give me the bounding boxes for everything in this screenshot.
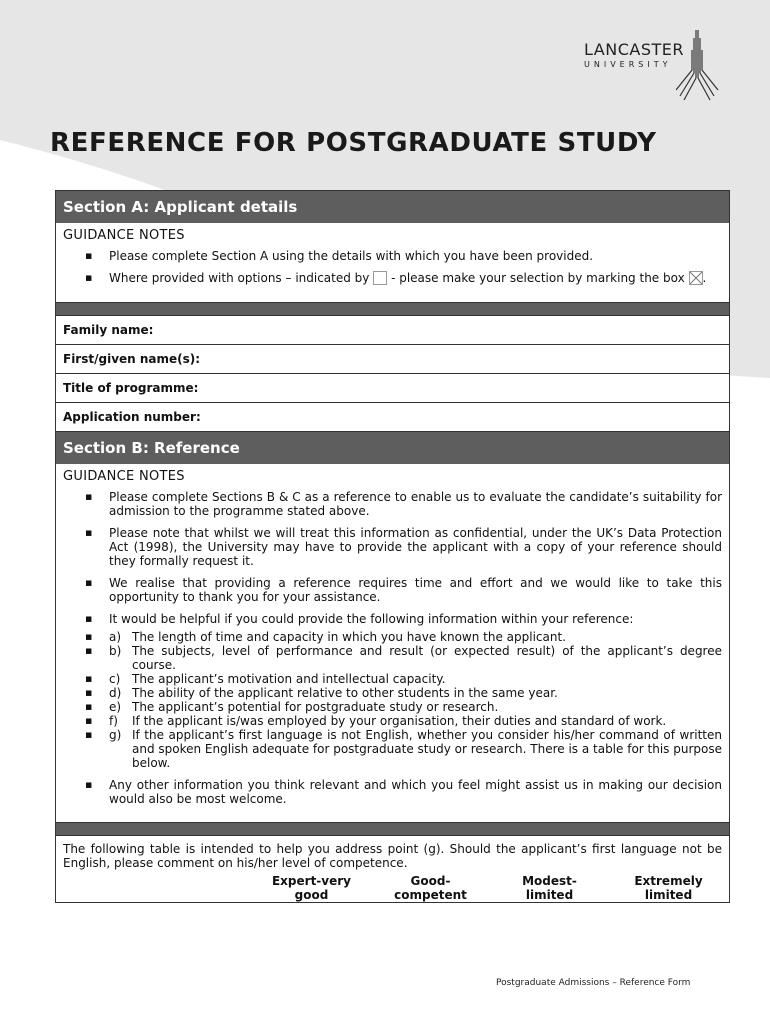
- sub-item: ▪ e) The applicant’s potential for postgraduate study or research.: [109, 700, 722, 714]
- section-a-heading: Section A: Applicant details: [56, 191, 729, 223]
- application-number-field[interactable]: Application number:: [56, 402, 729, 431]
- guidance-bullet: ▪ Where provided with options – indicated by - please make your selection by marking the box .: [109, 271, 722, 286]
- guidance-bullet: ▪ Any other information you think relevant and which you feel might assist us in making our decision would also be most welcome.: [109, 778, 722, 806]
- programme-field[interactable]: Title of programme:: [56, 373, 729, 402]
- family-name-field[interactable]: Family name:: [56, 315, 729, 344]
- logo-mark-icon: [676, 28, 720, 103]
- sub-item: ▪ g) If the applicant’s first language is not English, whether you consider his/her command of written and spoken English adequate for postgraduate study or research. There is a table for this purpose below.: [109, 728, 722, 770]
- sub-item: ▪ c) The applicant’s motivation and intellectual capacity.: [109, 672, 722, 686]
- university-logo: [580, 28, 720, 103]
- language-intro: The following table is intended to help you address point (g). Should the applicant’s first language not be English, please comment on his/her level of competence.: [56, 835, 729, 870]
- reference-form: [55, 190, 730, 903]
- col-extremely: Extremely limited: [634, 873, 703, 902]
- sub-item: ▪ a) The length of time and capacity in which you have known the applicant.: [109, 630, 722, 644]
- page-title: REFERENCE FOR POSTGRADUATE STUDY: [50, 128, 657, 158]
- logo-sub: UNIVERSITY: [584, 60, 672, 69]
- guidance-bullet: ▪ Please complete Sections B & C as a reference to enable us to evaluate the candidate’s suitability for admission to the programme stated above.: [109, 490, 722, 518]
- section-b-guidance: [56, 464, 729, 822]
- empty-checkbox-icon: [373, 271, 387, 285]
- guidance-bullet: ▪ It would be helpful if you could provide the following information within your reference: ▪ a) The length of time and capacity in which you have known the applicant. ▪ b) The subjects, level of performance and result (or expected result) of the applicant’s degree course. ▪ c) The applicant’s motivation and intellectual capacity. ▪ d) The ability of the applicant relative to other students in the same year. ▪ e) The applicant’s potential for postgraduate study or research. ▪ f) If the applicant is/was employed by your organisation, their duties and standard of work. ▪ g) If the applicant’s first language is not English, whether you consider his/her command of written and spoken English adequate for postgraduate study or research. There is a table for this purpose below.: [109, 612, 722, 770]
- section-a-guidance: [56, 223, 729, 302]
- sub-item: ▪ d) The ability of the applicant relative to other students in the same year.: [109, 686, 722, 700]
- col-modest: Modest- limited: [522, 873, 577, 902]
- guidance-bullet: ▪ Please complete Section A using the details with which you have been provided.: [109, 249, 722, 263]
- guidance-title: GUIDANCE NOTES: [63, 468, 185, 484]
- guidance-bullet: ▪ Please note that whilst we will treat this information as confidential, under the UK’s Data Protection Act (1998), the University may have to provide the applicant with a copy of your reference should they formally request it.: [109, 526, 722, 568]
- section-divider: [56, 302, 729, 315]
- logo-word: LANCASTER: [584, 40, 684, 59]
- language-table-header: [56, 870, 729, 903]
- sub-item: ▪ b) The subjects, level of performance and result (or expected result) of the applicant’s degree course.: [109, 644, 722, 672]
- guidance-bullet: ▪ We realise that providing a reference requires time and effort and we would like to take this opportunity to thank you for your assistance.: [109, 576, 722, 604]
- col-good: Good- competent: [394, 873, 467, 902]
- section-divider: [56, 822, 729, 835]
- first-name-field[interactable]: First/given name(s):: [56, 344, 729, 373]
- checked-box-icon: [689, 271, 703, 285]
- section-b-heading: Section B: Reference: [56, 431, 729, 464]
- sub-item: ▪ f) If the applicant is/was employed by your organisation, their duties and standard of work.: [109, 714, 722, 728]
- col-expert: Expert-very good: [271, 873, 351, 902]
- footer: Postgraduate Admissions – Reference Form: [496, 978, 691, 988]
- guidance-title: GUIDANCE NOTES: [63, 228, 185, 243]
